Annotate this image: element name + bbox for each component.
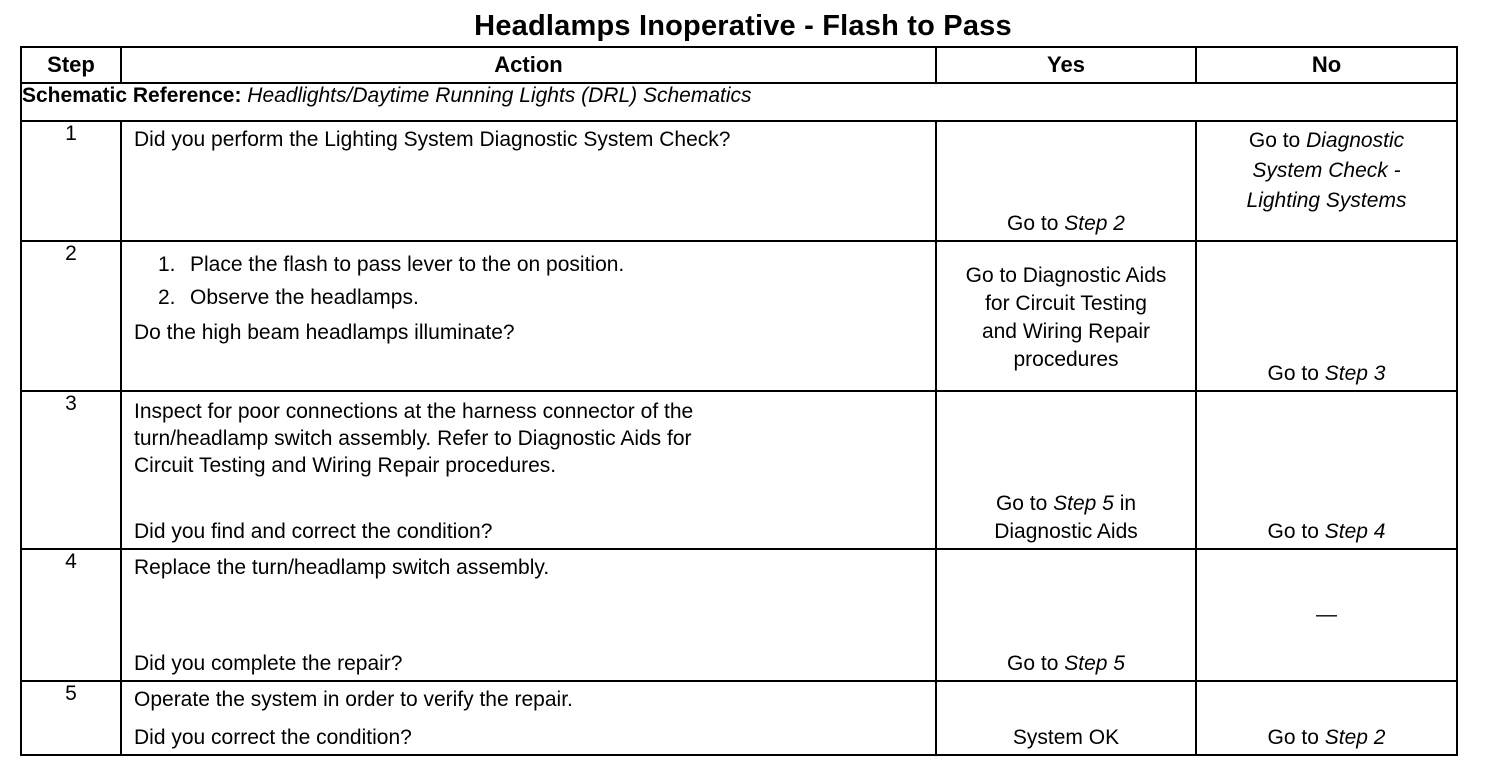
step-number: 5 [21,681,121,755]
yes-cell [936,241,1196,391]
step-number: 1 [21,121,121,241]
table-row [21,681,1457,755]
action-text: Did you perform the Lighting System Diagnostic System Check? [134,128,731,151]
question-text: Did you complete the repair? [134,652,403,675]
no-result: — [1316,603,1337,626]
step-number: 4 [21,549,121,681]
yes-result: Go to Step 5 in Diagnostic Aids [994,492,1138,543]
action-cell [121,391,936,549]
diagnostic-table [20,46,1458,756]
step-number: 3 [21,391,121,549]
schematic-reference-row [21,83,1457,121]
header-action: Action [121,47,936,83]
step-link: Step 2 [1064,212,1125,235]
step-link: Step 5 [1064,652,1125,675]
schematic-label: Schematic Reference: [22,84,242,107]
step-number: 2 [21,241,121,391]
no-result: Go to Step 4 [1267,520,1386,543]
header-step: Step [21,47,121,83]
yes-result: System OK [1012,726,1120,749]
yes-cell [936,391,1196,549]
table-row [21,549,1457,681]
yes-cell [936,549,1196,681]
no-cell [1196,121,1457,241]
table-row [21,391,1457,549]
header-yes: Yes [936,47,1196,83]
header-row [21,47,1457,83]
question-text: Did you find and correct the condition? [134,520,493,543]
page-title: Headlamps Inoperative - Flash to Pass [474,10,1012,42]
no-cell [1196,681,1457,755]
no-cell [1196,241,1457,391]
schematic-link: Headlights/Daytime Running Lights (DRL) Schematics [247,84,752,107]
step-link: Step 4 [1324,520,1386,543]
yes-cell [936,681,1196,755]
step-link: Step 3 [1324,362,1386,385]
no-cell [1196,549,1457,681]
list-item: 1. Place the flash to pass lever to the on position. [158,253,625,276]
action-cell [121,121,936,241]
step-link: Step 5 [1053,492,1114,515]
yes-result: Go to Diagnostic Aids for Circuit Testing and Wiring Repair procedures [965,264,1167,371]
action-text: Replace the turn/headlamp switch assembly. [134,556,550,579]
yes-cell [936,121,1196,241]
question-text: Do the high beam headlamps illuminate? [134,321,515,344]
step-link: Step 2 [1324,726,1386,749]
no-result: Go to Diagnostic System Check - Lighting Systems [1246,129,1407,212]
yes-result: Go to Step 2 [1007,212,1125,235]
action-text: Operate the system in order to verify the repair. [134,688,573,711]
table-row [21,241,1457,391]
no-result: Go to Step 3 [1267,362,1386,385]
no-result: Go to Step 2 [1267,726,1386,749]
schematic-reference [21,83,1457,121]
no-cell [1196,391,1457,549]
list-item: 2. Observe the headlamps. [158,286,419,309]
action-text: Inspect for poor connections at the harness connector of the turn/headlamp switch assembly. Refer to Diagnostic Aids for Circuit Testing and Wiring Repair procedures. [134,400,694,477]
action-cell [121,241,936,391]
action-cell [121,549,936,681]
action-cell [121,681,936,755]
yes-result: Go to Step 5 [1007,652,1125,675]
table-row [21,121,1457,241]
question-text: Did you correct the condition? [134,726,412,749]
header-no: No [1196,47,1457,83]
